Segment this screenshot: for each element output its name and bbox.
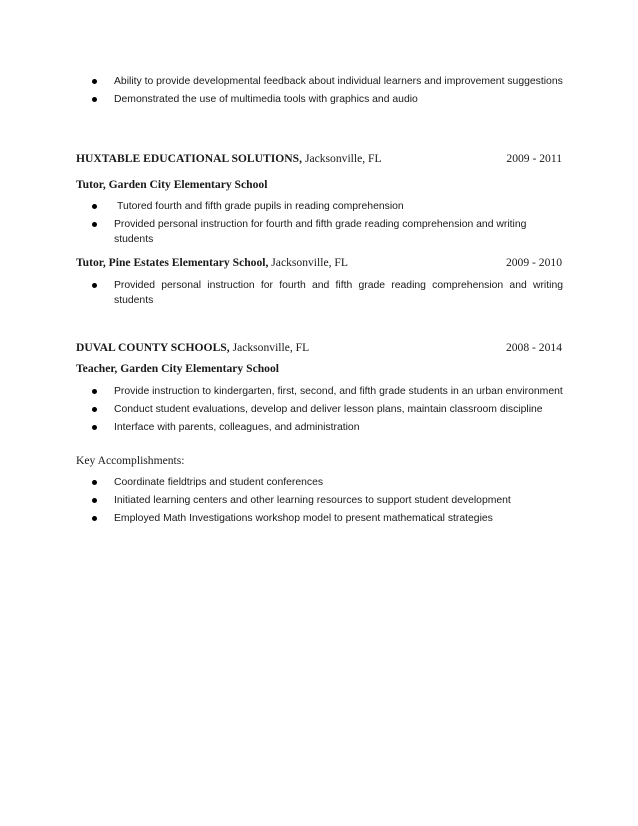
key-accomplishments-label: Key Accomplishments: <box>76 454 185 467</box>
list-item <box>89 475 563 490</box>
bullet-icon <box>92 222 97 227</box>
huxtable-heading <box>76 151 562 167</box>
role-title: Teacher, Garden City Elementary School <box>76 362 279 375</box>
role-heading-pine-estates <box>76 255 562 271</box>
list-item <box>89 199 563 214</box>
employer-line <box>76 151 382 166</box>
accomplishments-bullet-list <box>89 475 563 529</box>
employment-dates: 2009 - 2011 <box>506 152 562 165</box>
bullet-icon <box>92 498 97 503</box>
employer-location: Jacksonville, FL <box>304 152 382 165</box>
bullet-icon <box>92 407 97 412</box>
list-item <box>89 420 563 435</box>
list-item <box>89 493 563 508</box>
bullet-text: Conduct student evaluations, develop and deliver lesson plans, maintain classroom discipline <box>114 404 543 415</box>
bullet-text: Initiated learning centers and other learning resources to support student development <box>114 495 511 506</box>
role-title: Tutor, Garden City Elementary School <box>76 178 268 191</box>
bullet-text: Demonstrated the use of multimedia tools with graphics and audio <box>114 94 418 105</box>
role-dates: 2009 - 2010 <box>505 256 562 269</box>
bullet-icon <box>92 516 97 521</box>
bullet-text: Tutored fourth and fifth grade pupils in reading comprehension <box>117 201 404 212</box>
list-item <box>89 402 563 417</box>
bullet-text: Provided personal instruction for fourth and fifth grade reading comprehension and writing students <box>114 219 527 245</box>
bullet-text: Provide instruction to kindergarten, first, second, and fifth grade students in an urban environment <box>114 386 563 397</box>
list-item <box>89 217 563 247</box>
list-item <box>89 74 563 89</box>
list-item <box>89 511 563 526</box>
list-item <box>89 278 563 308</box>
role-bullet-list <box>89 199 563 250</box>
role-location: Jacksonville, FL <box>271 256 348 269</box>
bullet-text: Ability to provide developmental feedback about individual learners and improvement suggestions <box>114 76 563 87</box>
duval-heading <box>76 340 562 356</box>
list-item <box>89 92 563 107</box>
list-item <box>89 384 563 399</box>
employer-location: Jacksonville, FL <box>232 341 310 354</box>
role-bullet-list <box>89 384 563 438</box>
bullet-text: Interface with parents, colleagues, and administration <box>114 422 360 433</box>
employment-dates: 2008 - 2014 <box>505 341 562 354</box>
employer-name: DUVAL COUNTY SCHOOLS, <box>76 341 230 354</box>
employer-line <box>76 340 309 355</box>
role-title: Tutor, Pine Estates Elementary School, <box>76 256 269 269</box>
bullet-icon <box>92 79 97 84</box>
bullet-icon <box>92 283 97 288</box>
bullet-icon <box>92 480 97 485</box>
employer-name: HUXTABLE EDUCATIONAL SOLUTIONS, <box>76 152 303 165</box>
bullet-icon <box>92 204 97 209</box>
role-bullet-list <box>89 278 563 311</box>
bullet-text: Provided personal instruction for fourth and fifth grade reading comprehension and writing students <box>114 280 563 306</box>
bullet-text: Coordinate fieldtrips and student conferences <box>114 477 324 488</box>
role-line <box>76 255 348 270</box>
bullet-text: Employed Math Investigations workshop model to present mathematical strategies <box>114 513 493 524</box>
bullet-icon <box>92 97 97 102</box>
intro-bullet-list <box>89 74 563 110</box>
bullet-icon <box>92 425 97 430</box>
bullet-icon <box>92 389 97 394</box>
